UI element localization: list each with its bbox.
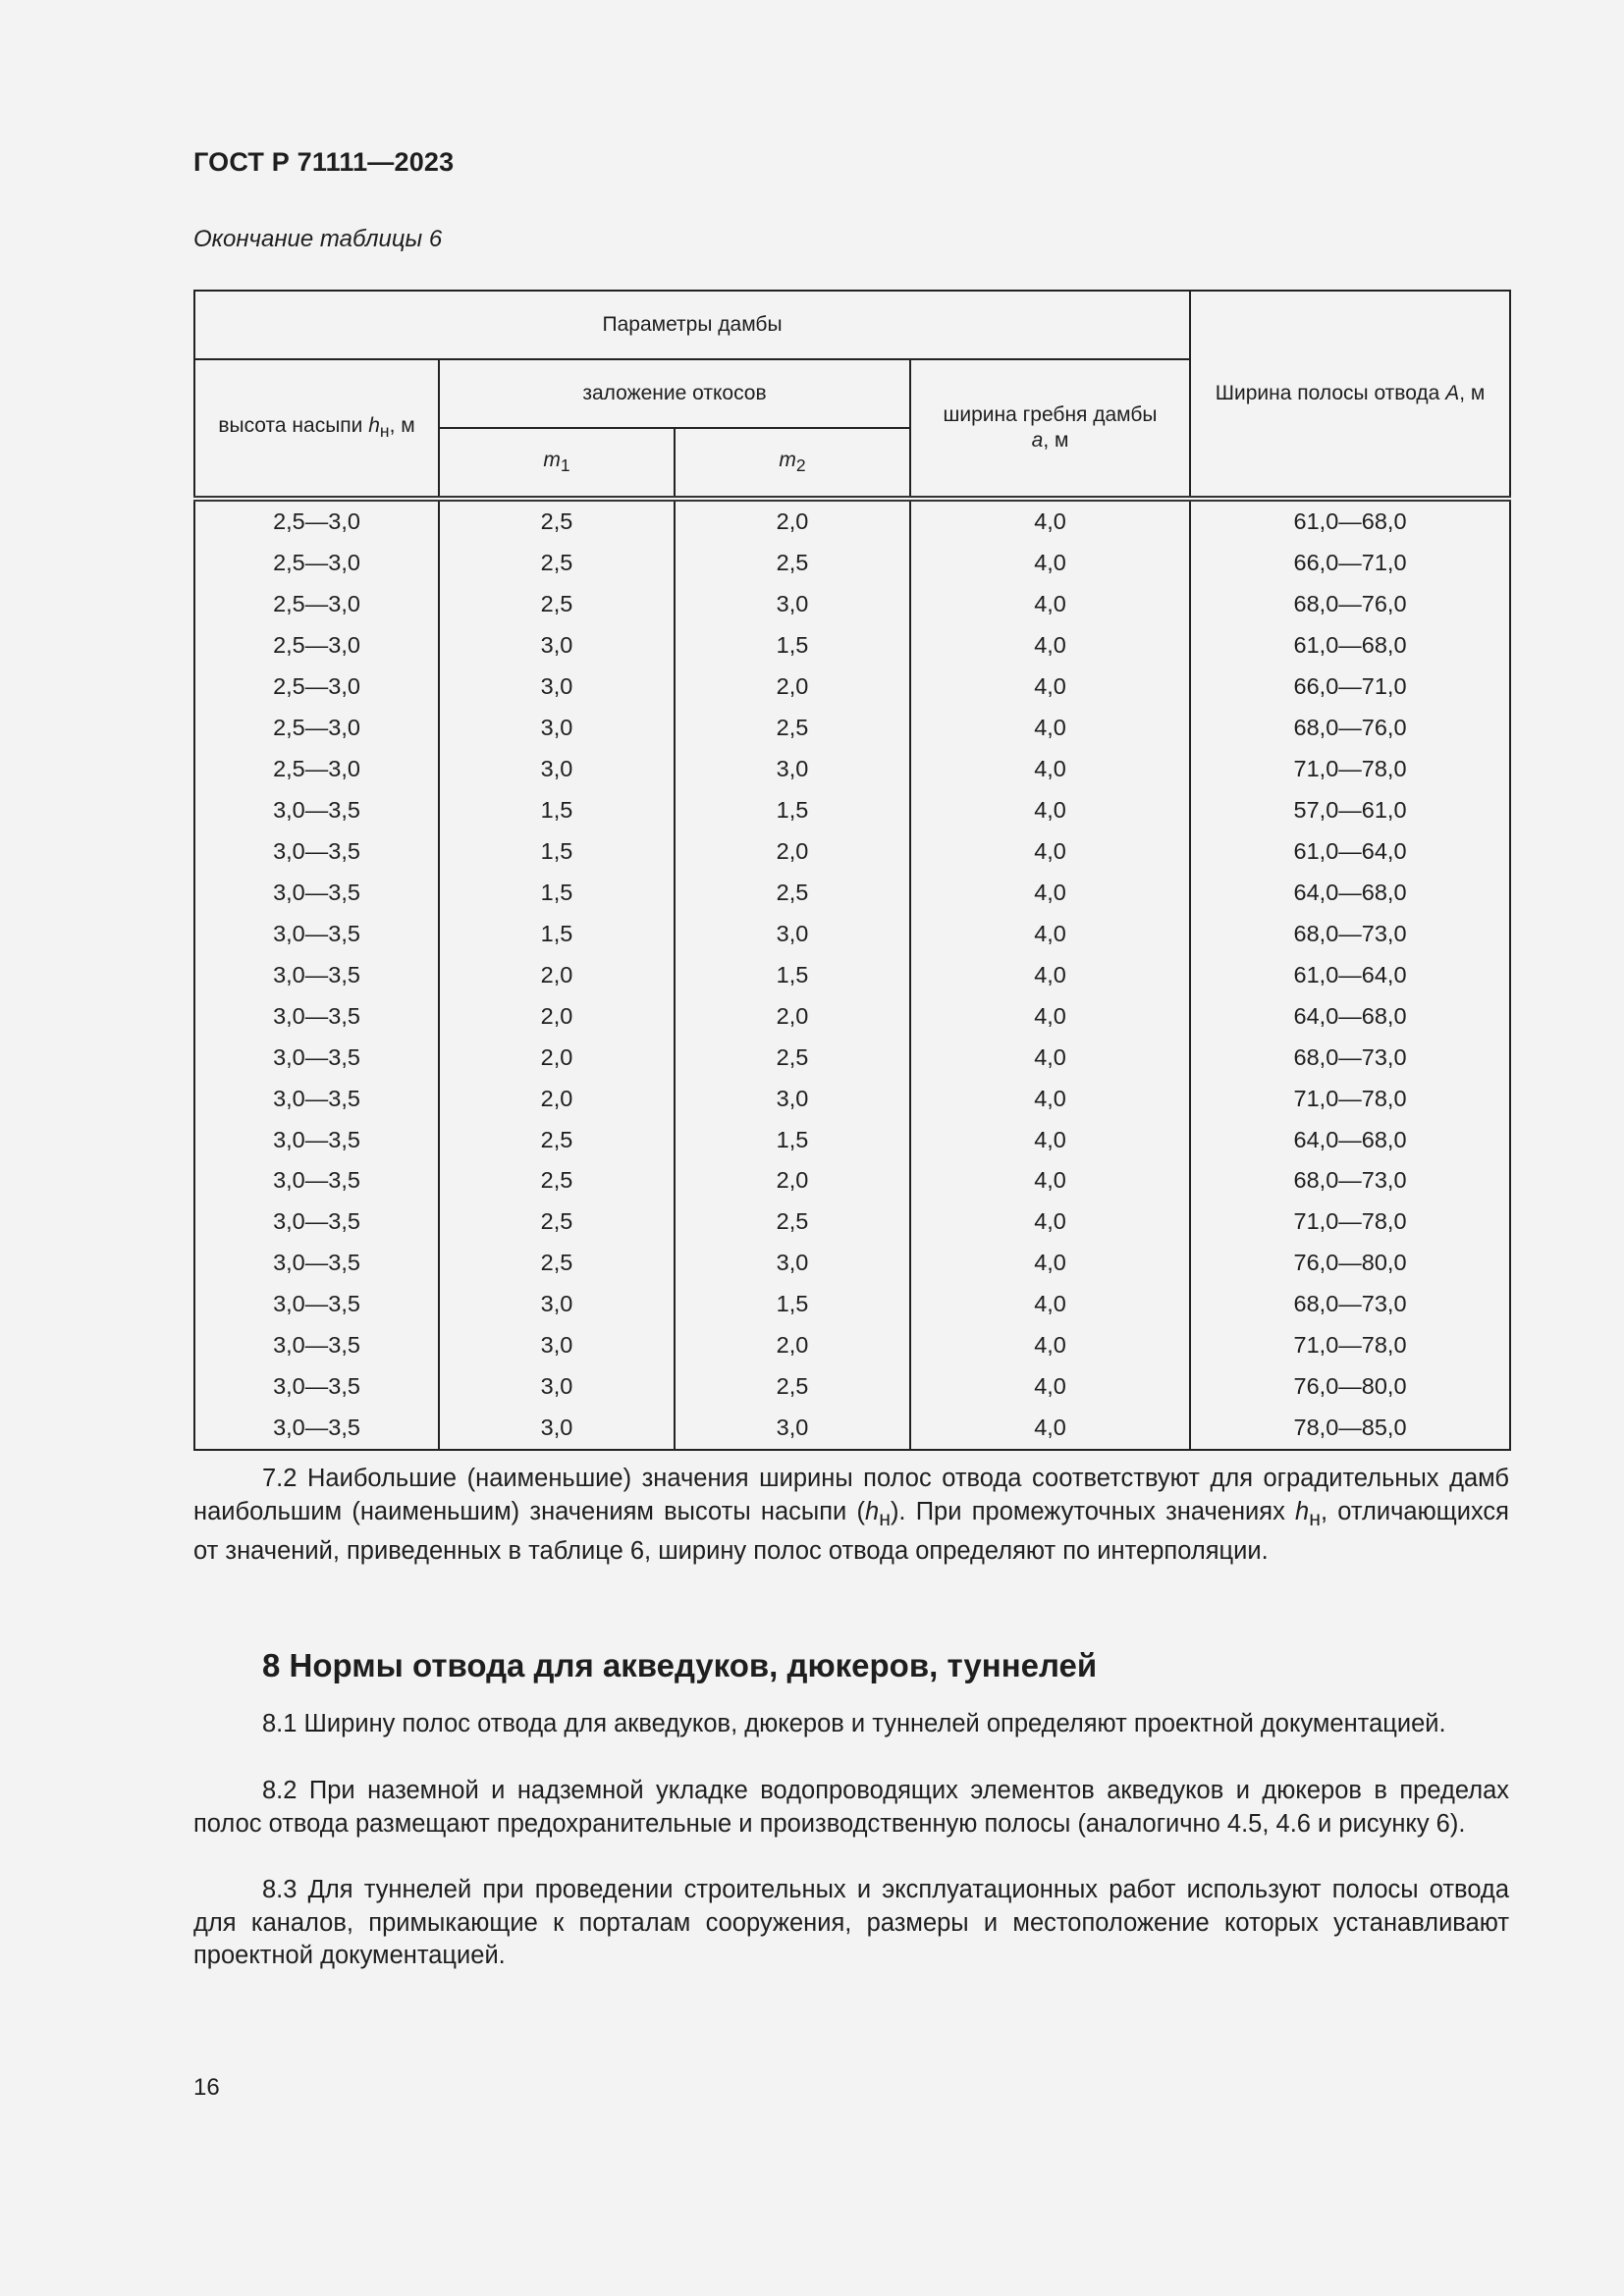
table-row (194, 749, 1510, 790)
table-cell: 4,0 (910, 625, 1190, 667)
table-cell: 2,5—3,0 (194, 708, 439, 749)
table-cell: 4,0 (910, 1243, 1190, 1284)
table-cell: 2,5—3,0 (194, 749, 439, 790)
table-cell: 2,5—3,0 (194, 499, 439, 543)
table-cell: 3,0 (439, 1325, 675, 1366)
table-row (194, 1119, 1510, 1160)
table-row (194, 708, 1510, 749)
table-row (194, 1366, 1510, 1408)
table-cell: 2,5—3,0 (194, 625, 439, 667)
header-m2: $m_2$ (675, 428, 910, 499)
table-cell: 3,0—3,5 (194, 1284, 439, 1325)
table-row (194, 499, 1510, 543)
table-row (194, 625, 1510, 667)
table-cell: 2,5 (439, 1160, 675, 1201)
table-cell: 2,0 (675, 1160, 910, 1201)
table-cell: 3,0 (675, 913, 910, 954)
table-cell: 4,0 (910, 1284, 1190, 1325)
table-cell: 3,0—3,5 (194, 790, 439, 831)
section-8-heading: 8 Нормы отвода для акведуков, дюкеров, туннелей (262, 1647, 1098, 1683)
table-cell: 3,0—3,5 (194, 1160, 439, 1201)
table-cell: 1,5 (675, 1119, 910, 1160)
table-cell: 2,5 (439, 543, 675, 584)
table-cell: 57,0—61,0 (1190, 790, 1510, 831)
table-cell: 4,0 (910, 1119, 1190, 1160)
table-cell: 4,0 (910, 1325, 1190, 1366)
table-cell: 68,0—73,0 (1190, 1037, 1510, 1078)
table-cell: 1,5 (675, 1284, 910, 1325)
header-embankment-height: высота насыпи $h_н$, м (194, 359, 439, 499)
table-cell: 4,0 (910, 831, 1190, 873)
table-cell: 3,0—3,5 (194, 1037, 439, 1078)
table-cell: 2,5 (439, 1201, 675, 1243)
table-cell: 61,0—68,0 (1190, 499, 1510, 543)
table-row (194, 1201, 1510, 1243)
table-cell: 66,0—71,0 (1190, 667, 1510, 708)
table-cell: 71,0—78,0 (1190, 749, 1510, 790)
table-cell: 4,0 (910, 954, 1190, 995)
table-cell: 4,0 (910, 913, 1190, 954)
table-cell: 61,0—64,0 (1190, 954, 1510, 995)
table-row (194, 584, 1510, 625)
table-cell: 3,0 (675, 1408, 910, 1450)
table-cell: 1,5 (675, 625, 910, 667)
table-cell: 3,0 (675, 1078, 910, 1119)
header-m1: $m_1$ (439, 428, 675, 499)
table-cell: 64,0—68,0 (1190, 995, 1510, 1037)
table-cell: 2,0 (675, 831, 910, 873)
table-cell: 2,0 (439, 1078, 675, 1119)
table-cell: 2,5 (675, 543, 910, 584)
table-cell: 66,0—71,0 (1190, 543, 1510, 584)
header-strip-width: Ширина полосы отвода A, м (1190, 291, 1510, 499)
table-cell: 68,0—73,0 (1190, 1160, 1510, 1201)
table-row (194, 1078, 1510, 1119)
table-row (194, 913, 1510, 954)
table-cell: 4,0 (910, 584, 1190, 625)
table-cell: 3,0—3,5 (194, 913, 439, 954)
header-dam-parameters: Параметры дамбы (194, 291, 1190, 359)
table-cell: 2,0 (439, 995, 675, 1037)
table-cell: 4,0 (910, 1078, 1190, 1119)
table-cell: 2,5 (439, 499, 675, 543)
table-cell: 4,0 (910, 1160, 1190, 1201)
table-cell: 4,0 (910, 749, 1190, 790)
table-row (194, 1284, 1510, 1325)
table-cell: 3,0—3,5 (194, 1366, 439, 1408)
table-caption: Окончание таблицы 6 (193, 226, 443, 252)
table-cell: 3,0 (439, 1284, 675, 1325)
paragraph-7-2: 7.2 Наибольшие (наименьшие) значения ширины полос отвода соответствуют для оградительных дамб наибольшим (наименьшим) значениям высоты насыпи $(h_н)$. При промежуточных значениях $h_н$, отличающихся от значений, приведенных в таблице 6, ширину полос отвода определяют по интерполяции. (193, 1465, 1509, 1566)
table-row (194, 1160, 1510, 1201)
table-cell: 3,0—3,5 (194, 1325, 439, 1366)
table-cell: 1,5 (675, 954, 910, 995)
table-cell: 3,0—3,5 (194, 1408, 439, 1450)
table-cell: 71,0—78,0 (1190, 1325, 1510, 1366)
table-body (194, 499, 1510, 1450)
table-cell: 4,0 (910, 1201, 1190, 1243)
table-cell: 2,0 (439, 954, 675, 995)
table-cell: 68,0—73,0 (1190, 913, 1510, 954)
table-cell: 4,0 (910, 790, 1190, 831)
table-cell: 71,0—78,0 (1190, 1201, 1510, 1243)
table-row (194, 1243, 1510, 1284)
table-cell: 3,0 (439, 749, 675, 790)
paragraph-8-1: 8.1 Ширину полос отвода для акведуков, дюкеров и туннелей определяют проектной документацией. (262, 1710, 1446, 1737)
table-cell: 4,0 (910, 499, 1190, 543)
table-cell: 3,0—3,5 (194, 831, 439, 873)
table-cell: 71,0—78,0 (1190, 1078, 1510, 1119)
document-code: ГОСТ Р 71111—2023 (193, 147, 455, 177)
table-cell: 2,5—3,0 (194, 667, 439, 708)
table-cell: 3,0 (439, 708, 675, 749)
table-cell: 2,0 (675, 499, 910, 543)
table-cell: 4,0 (910, 1366, 1190, 1408)
table-cell: 3,0—3,5 (194, 1243, 439, 1284)
table-cell: 64,0—68,0 (1190, 872, 1510, 913)
table-cell: 2,0 (675, 667, 910, 708)
table-container (193, 290, 1509, 1451)
table-cell: 1,5 (439, 831, 675, 873)
table-cell: 2,0 (675, 995, 910, 1037)
table-cell: 4,0 (910, 543, 1190, 584)
table-cell: 4,0 (910, 872, 1190, 913)
page-number: 16 (193, 2074, 220, 2101)
paragraph-8-3: 8.3 Для туннелей при проведении строительных и эксплуатационных работ используют полосы отвода для каналов, примыкающие к порталам сооружения, размеры и местоположение которых устанавливают проектной документацией. (193, 1876, 1509, 1969)
table-cell: 2,5 (675, 1037, 910, 1078)
table-row (194, 1408, 1510, 1450)
table-cell: 4,0 (910, 667, 1190, 708)
table-row (194, 667, 1510, 708)
table-cell: 1,5 (675, 790, 910, 831)
table-cell: 3,0 (439, 667, 675, 708)
table-cell: 4,0 (910, 1408, 1190, 1450)
table-cell: 78,0—85,0 (1190, 1408, 1510, 1450)
table-cell: 3,0 (675, 584, 910, 625)
table-cell: 3,0 (439, 1366, 675, 1408)
table-row (194, 543, 1510, 584)
table-cell: 3,0 (439, 625, 675, 667)
dam-parameters-table (193, 290, 1511, 1451)
table-cell: 3,0—3,5 (194, 1119, 439, 1160)
table-cell: 4,0 (910, 1037, 1190, 1078)
table-cell: 2,5 (675, 1366, 910, 1408)
table-cell: 1,5 (439, 872, 675, 913)
table-row (194, 831, 1510, 873)
table-cell: 2,0 (439, 1037, 675, 1078)
table-cell: 68,0—76,0 (1190, 708, 1510, 749)
table-cell: 68,0—73,0 (1190, 1284, 1510, 1325)
table-cell: 3,0—3,5 (194, 1201, 439, 1243)
table-cell: 61,0—64,0 (1190, 831, 1510, 873)
table-cell: 2,5—3,0 (194, 584, 439, 625)
table-cell: 61,0—68,0 (1190, 625, 1510, 667)
table-row (194, 995, 1510, 1037)
table-cell: 1,5 (439, 790, 675, 831)
table-cell: 68,0—76,0 (1190, 584, 1510, 625)
header-slope: заложение откосов (439, 359, 910, 428)
table-cell: 3,0—3,5 (194, 995, 439, 1037)
table-cell: 2,5 (439, 584, 675, 625)
table-cell: 64,0—68,0 (1190, 1119, 1510, 1160)
table-cell: 76,0—80,0 (1190, 1366, 1510, 1408)
table-row (194, 1325, 1510, 1366)
paragraph-8-2: 8.2 При наземной и надземной укладке водопроводящих элементов акведуков и дюкеров в пределах полос отвода размещают предохранительные и производственную полосы (аналогично 4.5, 4.6 и рисунку 6). (193, 1777, 1509, 1838)
table-cell: 76,0—80,0 (1190, 1243, 1510, 1284)
table-cell: 2,5 (439, 1119, 675, 1160)
table-cell: 2,0 (675, 1325, 910, 1366)
table-row (194, 872, 1510, 913)
table-cell: 2,5 (675, 872, 910, 913)
table-cell: 3,0—3,5 (194, 954, 439, 995)
table-cell: 4,0 (910, 995, 1190, 1037)
table-cell: 3,0—3,5 (194, 872, 439, 913)
header-crest-width: ширина гребня дамбы a, м (910, 359, 1190, 499)
table-row (194, 954, 1510, 995)
table-cell: 2,5 (675, 708, 910, 749)
table-cell: 4,0 (910, 708, 1190, 749)
table-cell: 2,5 (439, 1243, 675, 1284)
table-cell: 3,0 (675, 749, 910, 790)
table-cell: 2,5 (675, 1201, 910, 1243)
table-cell: 2,5—3,0 (194, 543, 439, 584)
table-row (194, 1037, 1510, 1078)
table-cell: 3,0 (439, 1408, 675, 1450)
table-cell: 1,5 (439, 913, 675, 954)
table-row (194, 790, 1510, 831)
table-cell: 3,0—3,5 (194, 1078, 439, 1119)
table-cell: 3,0 (675, 1243, 910, 1284)
